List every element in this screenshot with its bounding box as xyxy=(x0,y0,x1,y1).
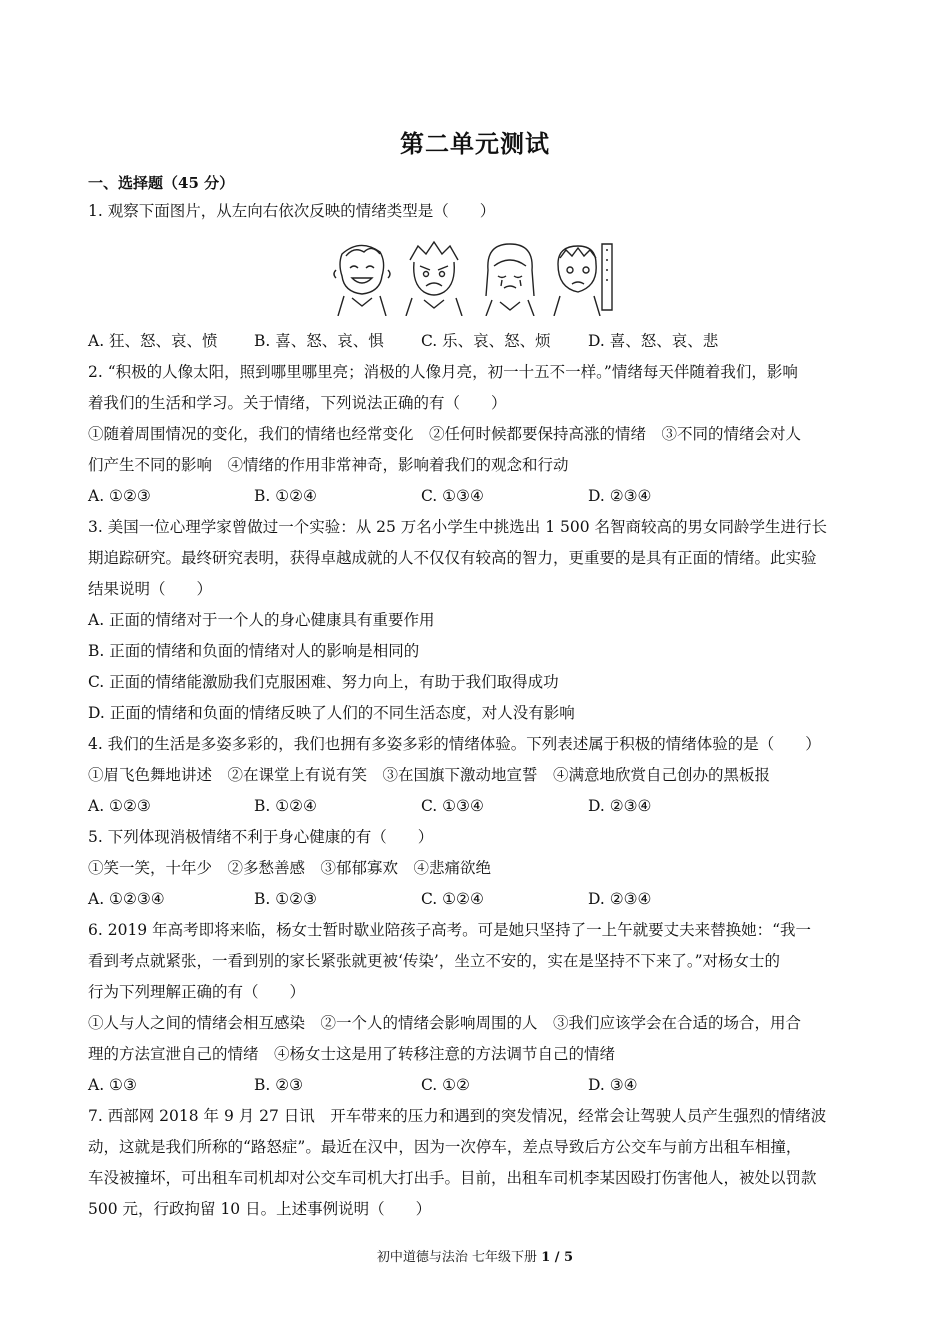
option-a[interactable]: A. ①②③ xyxy=(88,487,151,505)
question-2 xyxy=(88,357,864,512)
angry-face-icon xyxy=(406,242,462,316)
option-a[interactable]: A. ①②③ xyxy=(88,797,151,815)
option-a[interactable]: A. 正面的情绪对于一个人的身心健康具有重要作用 xyxy=(88,611,435,629)
option-b[interactable]: B. ①②④ xyxy=(254,797,317,815)
option-b[interactable]: B. ①②④ xyxy=(254,487,317,505)
question-2-line: 2. “积极的人像太阳，照到哪里哪里亮；消极的人像月亮，初一十五不一样。”情绪每天伴随着我们，影响 xyxy=(88,363,798,381)
option-d[interactable]: D. 正面的情绪和负面的情绪反映了人们的不同生活态度，对人没有影响 xyxy=(88,704,575,722)
question-2-line: 们产生不同的影响 ④情绪的作用非常神奇，影响着我们的观念和行动 xyxy=(88,456,569,474)
question-7-line: 动，这就是我们所称的“路怒症”。最近在汉中，因为一次停车，差点导致后方公交车与前方出租车相撞， xyxy=(88,1138,802,1156)
question-3-line: 期追踪研究。最终研究表明，获得卓越成就的人不仅仅有较高的智力，更重要的是具有正面的情绪。此实验 xyxy=(88,549,817,567)
option-b[interactable]: B. ②③ xyxy=(254,1076,304,1094)
question-7-line: 500 元，行政拘留 10 日。上述事例说明（ ） xyxy=(88,1200,432,1218)
question-2-line: ①随着周围情况的变化，我们的情绪也经常变化 ②任何时候都要保持高涨的情绪 ③不同的情绪会对人 xyxy=(88,425,802,443)
question-1 xyxy=(88,196,864,227)
question-6-line: 行为下列理解正确的有（ ） xyxy=(88,983,306,1001)
question-3 xyxy=(88,512,864,729)
question-2-options xyxy=(88,481,864,512)
question-1-options xyxy=(88,326,864,357)
option-d[interactable]: D. ②③④ xyxy=(588,797,652,815)
option-c[interactable]: C. 正面的情绪能激励我们克服困难、努力向上，有助于我们取得成功 xyxy=(88,673,559,691)
option-d[interactable]: D. ③④ xyxy=(588,1076,638,1094)
section-heading: 一、选择题（45 分） xyxy=(88,174,235,192)
question-2-line: 着我们的生活和学习。关于情绪，下列说法正确的有（ ） xyxy=(88,394,507,412)
question-5-line: 5. 下列体现消极情绪不利于身心健康的有（ ） xyxy=(88,828,434,846)
question-6-options xyxy=(88,1070,864,1101)
footer-text: 初中道德与法治 七年级下册 xyxy=(376,1250,538,1265)
option-c[interactable]: C. ①②④ xyxy=(421,890,484,908)
option-d[interactable]: D. ②③④ xyxy=(588,890,652,908)
question-6-line: 理的方法宣泄自己的情绪 ④杨女士这是用了转移注意的方法调节自己的情绪 xyxy=(88,1045,616,1063)
question-6 xyxy=(88,915,864,1101)
option-d[interactable]: D. ②③④ xyxy=(588,487,652,505)
question-7 xyxy=(88,1101,864,1225)
option-c[interactable]: C. ①③④ xyxy=(421,487,484,505)
question-5-line: ①笑一笑，十年少 ②多愁善感 ③郁郁寡欢 ④悲痛欲绝 xyxy=(88,859,492,877)
page-footer xyxy=(0,1246,950,1265)
happy-face-icon xyxy=(334,245,390,316)
question-5 xyxy=(88,822,864,915)
option-b[interactable]: B. ①②③ xyxy=(254,890,317,908)
option-c[interactable]: C. ①② xyxy=(421,1076,470,1094)
page-title: 第二单元测试 xyxy=(400,129,550,158)
page-number: 1 / 5 xyxy=(541,1250,574,1265)
option-b[interactable]: B. 正面的情绪和负面的情绪对人的影响是相同的 xyxy=(88,642,420,660)
question-6-line: 6. 2019 年高考即将来临，杨女士暂时歇业陪孩子高考。可是她只坚持了一上午就要丈夫来替换她：“我一 xyxy=(88,921,812,939)
option-c[interactable]: C. ①③④ xyxy=(421,797,484,815)
option-d[interactable]: D. 喜、怒、哀、悲 xyxy=(588,332,719,350)
question-4 xyxy=(88,729,864,822)
question-4-line: ①眉飞色舞地讲述 ②在课堂上有说有笑 ③在国旗下激动地宣誓 ④满意地欣赏自己创办的黑板报 xyxy=(88,766,771,784)
question-3-line: 3. 美国一位心理学家曾做过一个实验：从 25 万名小学生中挑选出 1 500 名智商较高的男女同龄学生进行长 xyxy=(88,518,828,536)
option-c[interactable]: C. 乐、哀、怒、烦 xyxy=(421,332,551,350)
question-6-line: ①人与人之间的情绪会相互感染 ②一个人的情绪会影响周围的人 ③我们应该学会在合适的场合，用合 xyxy=(88,1014,802,1032)
question-1-stem: 1. 观察下面图片，从左向右依次反映的情绪类型是（ ） xyxy=(88,202,496,220)
option-a[interactable]: A. ①②③④ xyxy=(88,890,165,908)
question-3-line: 结果说明（ ） xyxy=(88,580,213,598)
question-4-options xyxy=(88,791,864,822)
question-7-line: 7. 西部网 2018 年 9 月 27 日讯 开车带来的压力和遇到的突发情况，经常会让驾驶人员产生强烈的情绪波 xyxy=(88,1107,827,1125)
question-7-line: 车没被撞坏，可出租车司机却对公交车司机大打出手。目前，出租车司机李某因殴打伤害他人，被处以罚款 xyxy=(88,1169,817,1187)
emotion-faces-illustration xyxy=(330,240,616,316)
question-5-options xyxy=(88,884,864,915)
sad-face-icon xyxy=(486,244,534,316)
option-b[interactable]: B. 喜、怒、哀、惧 xyxy=(254,332,384,350)
question-6-line: 看到考点就紧张，一看到别的家长紧张就更被‘传染’，坐立不安的，实在是坚持不下来了。”对杨女士的 xyxy=(88,952,781,970)
option-a[interactable]: A. 狂、怒、哀、愤 xyxy=(88,332,218,350)
question-4-line: 4. 我们的生活是多姿多彩的，我们也拥有多姿多彩的情绪体验。下列表述属于积极的情绪体验的是（ ） xyxy=(88,735,821,753)
fearful-face-icon xyxy=(554,244,612,316)
option-a[interactable]: A. ①③ xyxy=(88,1076,137,1094)
